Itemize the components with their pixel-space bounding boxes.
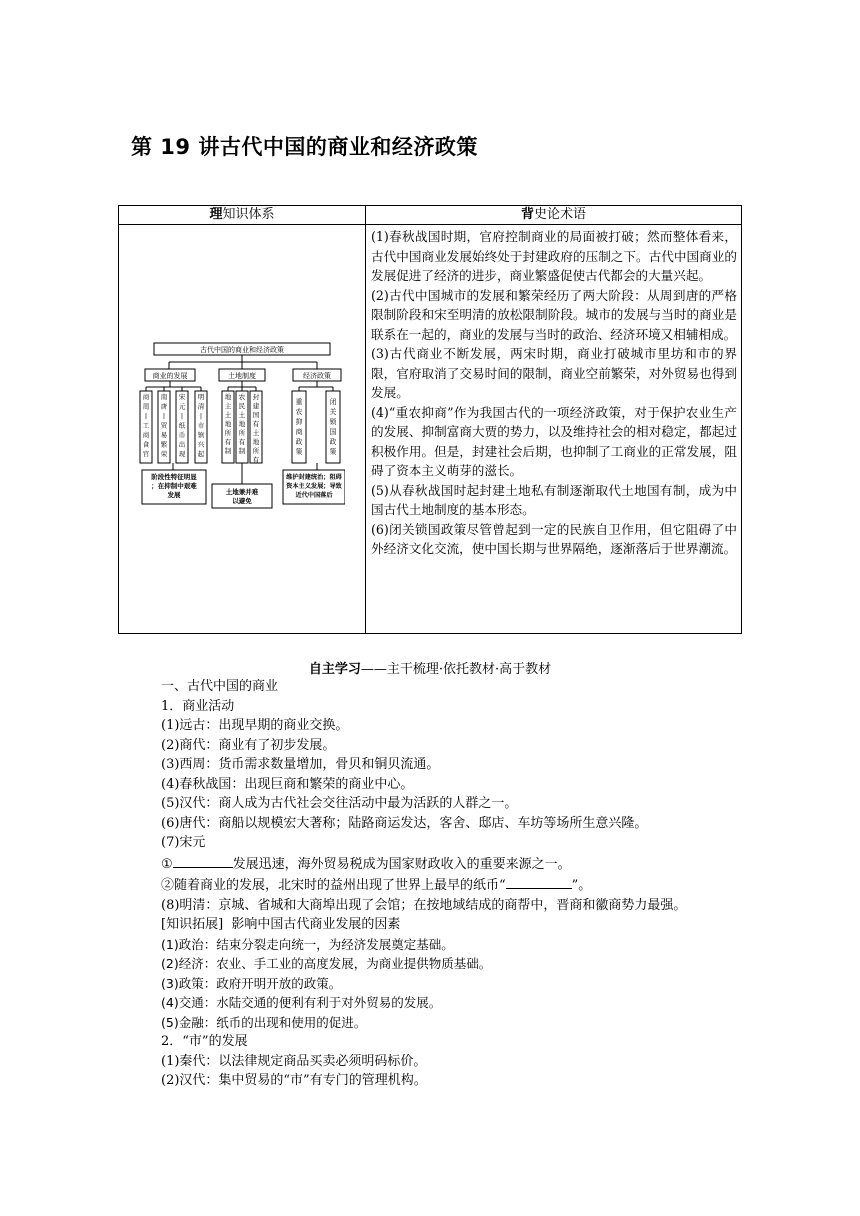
commerce-item: 明清|市镇兴起 (197, 393, 205, 458)
svg-text:经济政策: 经济政策 (303, 372, 331, 380)
list-item: (3)西周：货币需求数量增加，骨贝和铜贝流通。 (161, 757, 440, 772)
terms-cell (366, 225, 742, 634)
extension-item: (2)经济：农业、手工业的高度发展，为商业提供物质基础。 (161, 956, 492, 971)
fill-blank[interactable] (173, 853, 233, 868)
commerce-item: 南唐|贸易繁荣 (160, 393, 168, 458)
land-item: 地主土地所有制 (224, 393, 232, 455)
diagram-note: 土地兼并难以避免 (225, 488, 259, 505)
diagram-note: 维护封建统治；阻碍资本主义发展；导致近代中国落后 (286, 474, 342, 499)
policy-item: 重农抑商政策 (295, 398, 303, 456)
list-item: (6)唐代：商船以规模宏大著称；陆路商运发达，客舍、邸店、车坊等场所生意兴隆。 (161, 815, 648, 831)
extension-item: (3)政策：政府开明开放的政策。 (161, 975, 342, 991)
policy-item: 闭关锁国政策 (329, 398, 337, 456)
term-paragraph: (6)闭关锁国政策尽管曾起到一定的民族自卫作用，但它阻碍了中外经济文化交流，使中国长期与世界隔绝，逐渐落后于世界潮流。 (371, 521, 737, 556)
heading-1: 一、古代中国的商业 (161, 679, 279, 694)
term-paragraph: (2)古代中国城市的发展和繁荣经历了两大阶段：从周到唐的严格限制阶段和宋至明清的放松限制阶段。城市的发展与当时的商业是联系在一起的，商业的发展与当时的政治、经济环境又相辅相成。 (371, 287, 737, 342)
term-paragraph: (3)古代商业不断发展，两宋时期，商业打破城市里坊和市的界限，官府取消了交易时间的限制，商业空前繁荣，对外贸易也得到发展。 (371, 346, 737, 400)
list-item: (8)明清：京城、省城和大商埠出现了会馆；在按地域结成的商帮中，晋商和徽商势力最强。 (161, 897, 687, 913)
section-body (131, 677, 736, 1091)
list-item: (5)汉代：商人成为古代社会交往活动中最为活跃的人群之一。 (161, 796, 518, 811)
fill-blank[interactable] (506, 874, 572, 889)
land-item: 封建国有土地所有 (252, 393, 260, 464)
diagram-note: 阶段性特征明显；在抑制中艰难发展 (151, 473, 197, 499)
heading-2: 1．商业活动 (161, 698, 235, 714)
extension-item: (4)交通：水陆交通的便利有利于对外贸易的发展。 (161, 995, 442, 1010)
knowledge-table (118, 205, 742, 634)
list-item: ① 发展迅速，海外贸易税成为国家财政收入的重要来源之一。 (131, 853, 736, 875)
list-item: (7)宋元 (161, 835, 206, 850)
left-header: 理知识体系 (119, 206, 366, 225)
diagram-cell (119, 225, 366, 634)
svg-text:土地制度: 土地制度 (228, 372, 256, 380)
extension-item: (5)金融：纸币的出现和使用的促进。 (161, 1014, 367, 1030)
list-item: (2)汉代：集中贸易的“市”有专门的管理机构。 (161, 1073, 427, 1088)
extension-item: (1)政治：结束分裂走向统一，为经济发展奠定基础。 (161, 936, 454, 952)
list-item: (4)春秋战国：出现巨商和繁荣的商业中心。 (161, 776, 414, 792)
commerce-item: 宋元|纸币出现 (178, 393, 186, 458)
commerce-item: 商周|工商食官 (142, 393, 150, 458)
svg-text:商业的发展: 商业的发展 (152, 372, 188, 380)
list-item: (1)远古：出现早期的商业交换。 (161, 718, 349, 733)
extension-heading: [知识拓展] 影响中国古代商业发展的因素 (161, 917, 401, 932)
root-label: 古代中国的商业和经济政策 (200, 346, 284, 354)
page-title: 第 19 讲古代中国的商业和经济政策 (131, 135, 478, 159)
land-item: 农民土地所有制 (238, 393, 246, 455)
list-item: (1)秦代：以法律规定商品买卖必须明码标价。 (161, 1053, 427, 1069)
term-paragraph: (5)从春秋战国时起封建土地私有制逐渐取代土地国有制，成为中国古代土地制度的基本形态。 (371, 482, 737, 517)
right-header: 背史论术语 (366, 206, 742, 225)
heading-2: 2．“市”的发展 (161, 1034, 248, 1049)
knowledge-diagram (139, 342, 345, 518)
term-paragraph: (4)“重农抑商”作为我国古代的一项经济政策，对于保护农业生产的发展、抑制富商大贾的势力，以及维持社会的相对稳定，都起过积极作用。但是，封建社会后期，也抑制了工商业的正常发展，阻碍了资本主义萌芽的滋长。 (371, 404, 737, 478)
term-paragraph: (1)春秋战国时期，官府控制商业的局面被打破；然而整体看来，古代中国商业发展始终处于封建政府的压制之下。古代中国商业的发展促进了经济的进步，商业繁盛促使古代都会的大量兴起。 (371, 229, 737, 283)
section-title: 自主学习——主干梳理·依托教材·高于教材 (308, 662, 552, 677)
list-item: (2)商代：商业有了初步发展。 (161, 737, 336, 753)
list-item: ②随着商业的发展，北宋时的益州出现了世界上最早的纸币“ ”。 (131, 874, 736, 896)
